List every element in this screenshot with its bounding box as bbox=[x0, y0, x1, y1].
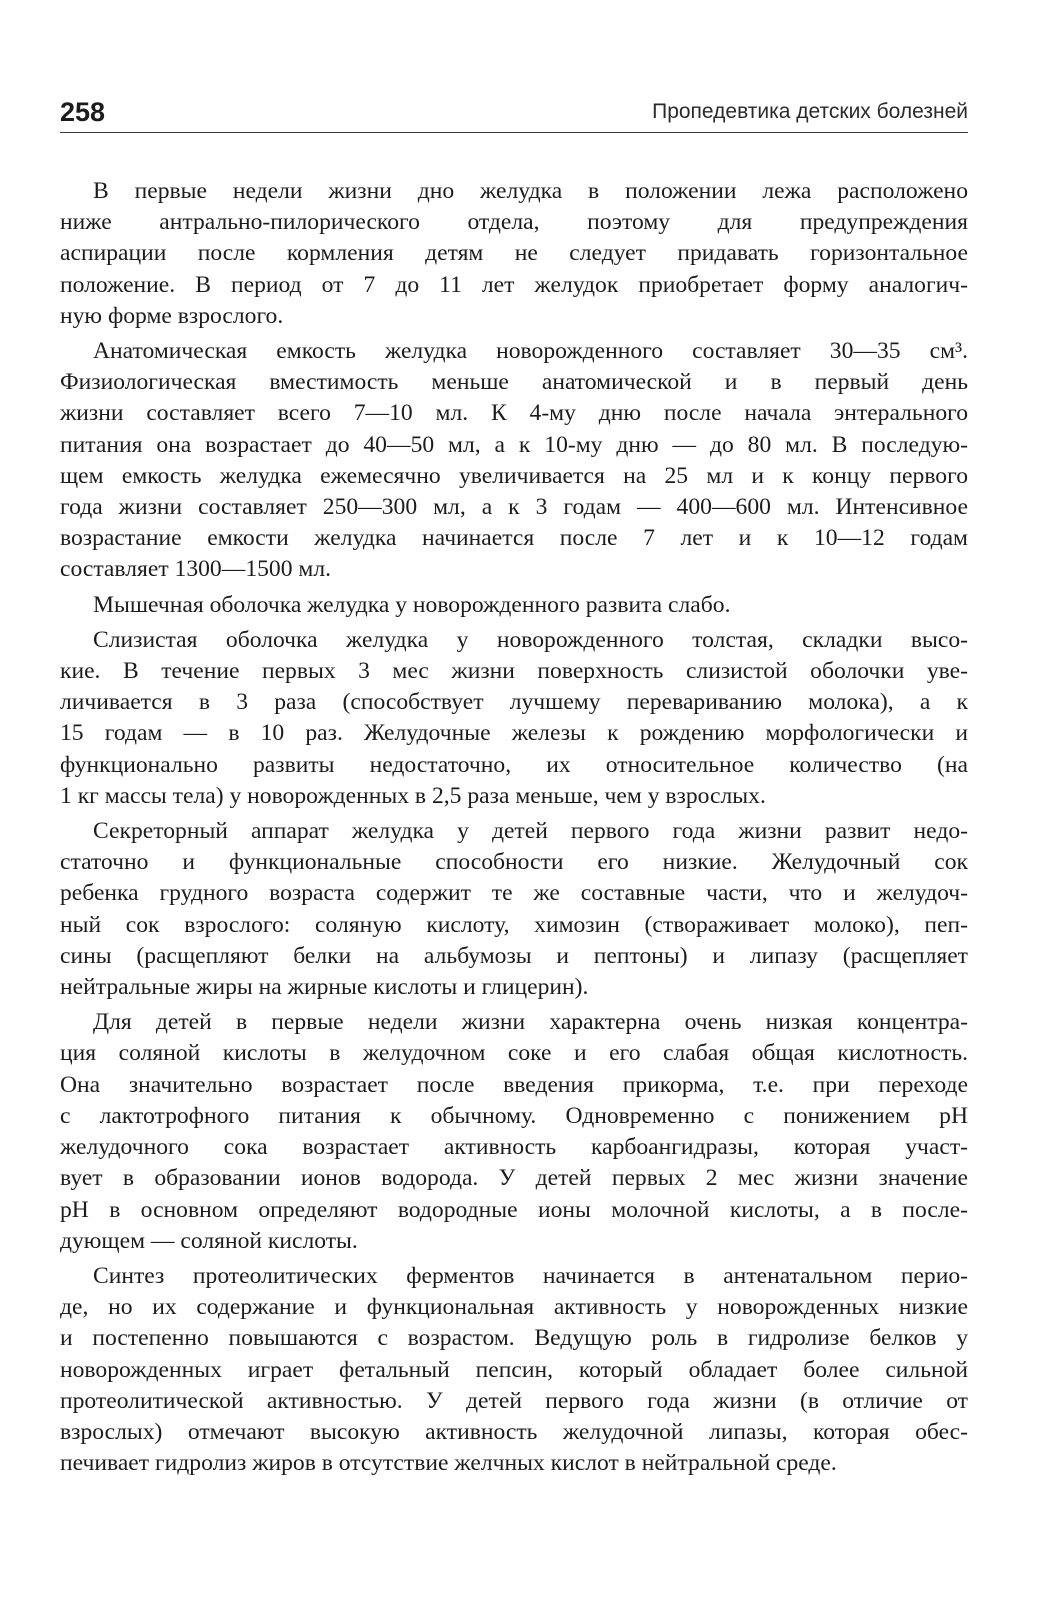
text-line: Она значительно возрастает после введения прикорма, т.е. при переходе bbox=[60, 1071, 968, 1098]
text-line: ребенка грудного возраста содержит те же составные части, что и желудоч- bbox=[60, 880, 968, 907]
text-line: года жизни составляет 250—300 мл, а к 3 годам — 400—600 мл. Интенсивное bbox=[60, 494, 968, 521]
text-line: Секреторный аппарат желудка у детей первого года жизни развит недо- bbox=[93, 818, 968, 845]
text-line: pH в основном определяют водородные ионы молочной кислоты, а в после- bbox=[60, 1196, 968, 1223]
text-line: Слизистая оболочка желудка у новорожденного толстая, складки высо- bbox=[93, 626, 968, 653]
text-line: Для детей в первые недели жизни характерна очень низкая концентра- bbox=[93, 1009, 968, 1036]
text-line: ный сок взрослого: соляную кислоту, химозин (створаживает молоко), пеп- bbox=[60, 911, 968, 938]
page-header bbox=[60, 92, 968, 132]
text-line: составляет 1300—1500 мл. bbox=[60, 556, 332, 583]
text-line: ниже антрально-пилорического отдела, поэтому для предупреждения bbox=[60, 209, 968, 236]
text-line: возрастание емкости желудка начинается после 7 лет и к 10—12 годам bbox=[60, 525, 968, 552]
text-line: ция соляной кислоты в желудочном соке и его слабая общая кислотность. bbox=[60, 1040, 968, 1067]
page-number: 258 bbox=[60, 97, 106, 127]
text-line: Мышечная оболочка желудка у новорожденного развита слабо. bbox=[93, 591, 731, 618]
paragraph bbox=[60, 1261, 968, 1479]
text-line: аспирации после кормления детям не следует придавать горизонтальное bbox=[60, 240, 968, 267]
text-line: Физиологическая вместимость меньше анатомической и в первый день bbox=[60, 369, 968, 396]
paragraph bbox=[60, 625, 968, 812]
text-line: желудочного сока возрастает активность карбоангидразы, которая участ- bbox=[60, 1134, 968, 1161]
text-line: дующем — соляной кислоты. bbox=[60, 1227, 358, 1254]
text-line: новорожденных играет фетальный пепсин, который обладает более сильной bbox=[60, 1356, 968, 1383]
text-line: щем емкость желудка ежемесячно увеличивается на 25 мл и к концу первого bbox=[60, 462, 968, 489]
text-line: статочно и функциональные способности его низкие. Желудочный сок bbox=[60, 849, 968, 876]
text-line: Синтез протеолитических ферментов начинается в антенатальном перио- bbox=[93, 1262, 968, 1289]
text-line: де, но их содержание и функциональная активность у новорожденных низкие bbox=[60, 1294, 968, 1321]
paragraph bbox=[60, 816, 968, 1003]
paragraph bbox=[60, 336, 968, 586]
text-line: 15 годам — в 10 раз. Желудочные железы к рождению морфологически и bbox=[60, 720, 968, 747]
text-line: кие. В течение первых 3 мес жизни поверхность слизистой оболочки уве- bbox=[60, 658, 968, 685]
text-line: функционально развиты недостаточно, их относительное количество (на bbox=[60, 751, 968, 778]
text-line: Анатомическая емкость желудка новорожденного составляет 30—35 см³. bbox=[93, 338, 968, 365]
text-line: жизни составляет всего 7—10 мл. К 4-му дню после начала энтерального bbox=[60, 400, 968, 427]
header-divider bbox=[60, 132, 968, 133]
text-line: 1 кг массы тела) у новорожденных в 2,5 раза меньше, чем у взрослых. bbox=[60, 782, 766, 809]
text-line: и постепенно повышаются с возрастом. Ведущую роль в гидролизе белков у bbox=[60, 1325, 968, 1352]
text-line: с лактотрофного питания к обычному. Одновременно с понижением pH bbox=[60, 1102, 968, 1129]
text-line: личивается в 3 раза (способствует лучшему перевариванию молока), а к bbox=[60, 689, 968, 716]
paragraph bbox=[60, 1007, 968, 1257]
text-line: В первые недели жизни дно желудка в положении лежа расположено bbox=[93, 178, 968, 204]
text-line: нейтральные жиры на жирные кислоты и глицерин). bbox=[60, 974, 589, 1001]
text-line: положение. В период от 7 до 11 лет желудок приобретает форму аналогич- bbox=[60, 271, 968, 298]
text-line: протеолитической активностью. У детей первого года жизни (в отличие от bbox=[60, 1387, 968, 1414]
text-line: питания она возрастает до 40—50 мл, а к 10-му дню — до 80 мл. В последую- bbox=[60, 431, 968, 458]
text-line: сины (расщепляют белки на альбумозы и пептоны) и липазу (расщепляет bbox=[60, 942, 968, 969]
text-line: вует в образовании ионов водорода. У детей первых 2 мес жизни значение bbox=[60, 1165, 968, 1192]
page-body bbox=[60, 176, 968, 1483]
paragraph bbox=[60, 176, 968, 332]
running-title: Пропедевтика детских болезней bbox=[652, 100, 968, 123]
text-line: печивает гидролиз жиров в отсутствие желчных кислот в нейтральной среде. bbox=[60, 1450, 837, 1477]
text-line: ную форме взрослого. bbox=[60, 302, 284, 329]
text-line: взрослых) отмечают высокую активность желудочной липазы, которая обес- bbox=[60, 1418, 968, 1445]
paragraph bbox=[60, 590, 968, 621]
